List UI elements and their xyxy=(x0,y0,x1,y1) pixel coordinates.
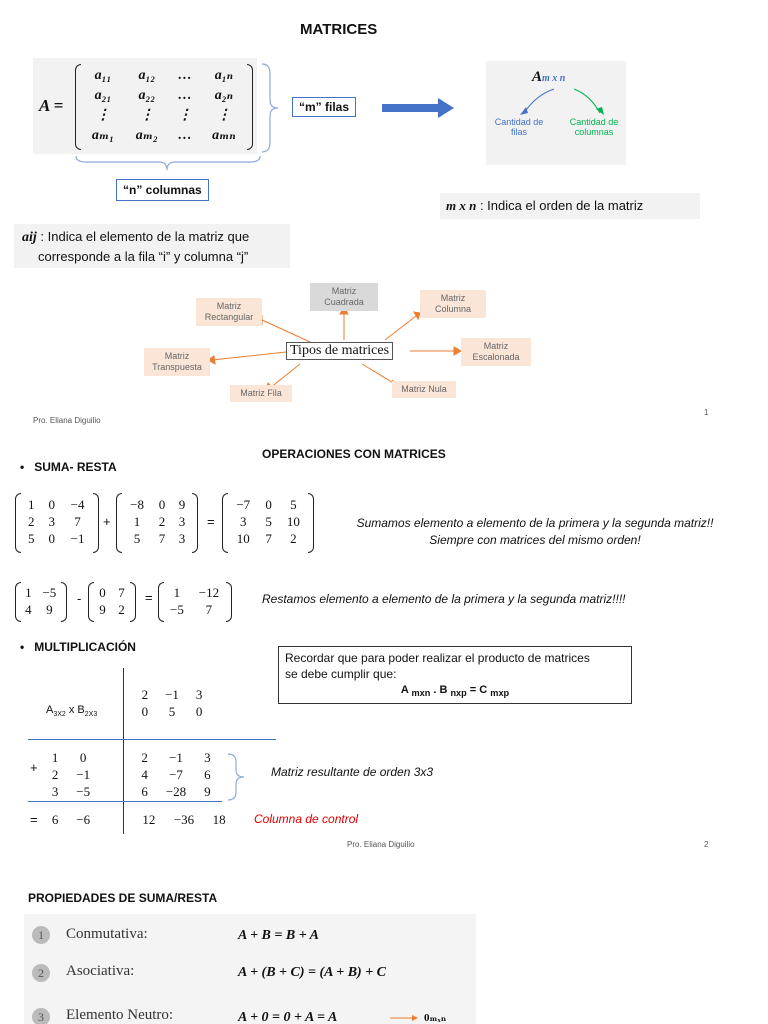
matrix-table xyxy=(81,66,247,146)
mult-a-cell: 2 xyxy=(51,767,59,782)
sum-b-cell: 3 xyxy=(178,514,186,529)
res-b-cell: 7 xyxy=(118,585,125,600)
sum-c-cell: 0 xyxy=(265,497,272,512)
equals-sign: = xyxy=(207,514,215,529)
sum-c-cell: 10 xyxy=(286,514,300,529)
type-fila: Matriz Fila xyxy=(230,385,292,402)
amxn-letter: A xyxy=(532,69,543,85)
sum-c-cell: 7 xyxy=(265,531,272,546)
sum-a-cell: 0 xyxy=(48,531,56,546)
res-b-cell: 0 xyxy=(99,585,106,600)
prop-number-3: 3 xyxy=(32,1008,50,1024)
res-b-row xyxy=(93,584,131,601)
res-matrix-a xyxy=(15,582,67,622)
prop-number-1: 1 xyxy=(32,926,50,944)
mult-matrix-a xyxy=(44,749,100,800)
prop-name-2: Asociativa: xyxy=(66,963,135,979)
sum-a-cell: −4 xyxy=(70,497,85,512)
res-c-cell: −12 xyxy=(198,585,220,600)
mult-c-cell: 9 xyxy=(204,784,211,799)
equals-sign-3: = xyxy=(30,812,38,827)
sum-a-row xyxy=(21,530,93,547)
res-a-cell: 1 xyxy=(25,585,32,600)
res-matrix-b xyxy=(88,582,136,622)
mult-a-row xyxy=(44,749,100,766)
def-matrix-row xyxy=(81,86,247,106)
def-matrix-cell: … xyxy=(177,88,192,103)
def-matrix-cell: aₘₙ xyxy=(212,128,236,143)
sum-c-cell: 10 xyxy=(236,531,250,546)
equals-sign-2: = xyxy=(145,590,153,605)
def-matrix-row xyxy=(81,106,247,126)
def-matrix-cell: aₘ₂ xyxy=(135,128,158,143)
mult-c-cell: 4 xyxy=(141,767,148,782)
result-brace xyxy=(226,752,248,802)
a-label: A xyxy=(46,704,54,716)
matrix-bracket-right xyxy=(247,64,253,150)
sum-b-cell: 7 xyxy=(158,531,166,546)
prop-formula-2: A + (B + C) = (A + B) + C xyxy=(238,965,387,980)
order-diagram xyxy=(486,61,626,165)
res-b-cell: 2 xyxy=(118,602,125,617)
mult-b-row xyxy=(134,686,210,703)
mult-matrix-c xyxy=(134,749,218,800)
def-matrix-cell: a₂₁ xyxy=(94,88,112,103)
sum-a-row xyxy=(21,513,93,530)
type-cuadrada: Matriz Cuadrada xyxy=(310,283,378,311)
sum-c-row xyxy=(228,496,308,513)
sum-a-cell: −1 xyxy=(70,531,85,546)
arrow-right-icon xyxy=(382,98,454,118)
mult-c-row xyxy=(134,766,218,783)
mult-b-cell: 2 xyxy=(141,687,149,702)
types-center-node: Tipos de matrices xyxy=(286,342,393,360)
mult-a-cell: 0 xyxy=(79,750,87,765)
minus-sign: - xyxy=(77,591,82,606)
control-left xyxy=(44,811,100,828)
sum-b-row xyxy=(122,530,192,547)
sum-a-cell: 3 xyxy=(48,514,56,529)
def-matrix-row xyxy=(81,126,247,146)
sum-b-row xyxy=(122,496,192,513)
mult-b-cell: 0 xyxy=(195,704,203,719)
mult-a-cell: 3 xyxy=(51,784,59,799)
def-matrix-cell: a₂₂ xyxy=(138,88,156,103)
res-c-row xyxy=(163,584,227,601)
sum-b-cell: 2 xyxy=(158,514,166,529)
type-columna: Matriz Columna xyxy=(420,290,486,318)
page-number-2: 2 xyxy=(704,840,709,849)
matrix-definition xyxy=(33,58,257,154)
aij-definition xyxy=(14,224,290,268)
amxn-label xyxy=(532,69,565,86)
recordar-formula: A $_{mxn}$ . B $_{nxp}$ = C $_{mxp}$ xyxy=(400,684,510,699)
sum-b-cell: 9 xyxy=(178,497,186,512)
res-c-cell: 7 xyxy=(205,602,213,617)
control-right-cell: 18 xyxy=(212,812,226,827)
aij-text-line2: corresponde a la fila “i” y columna “j” xyxy=(38,249,249,264)
sum-c-cell: 2 xyxy=(290,531,297,546)
sum-c-cell: 3 xyxy=(239,514,247,529)
arrow-right-icon-small xyxy=(390,1014,420,1022)
def-matrix-cell: a₁₁ xyxy=(94,68,112,83)
res-matrix-c xyxy=(158,582,232,622)
res-a-cell: 9 xyxy=(46,602,53,617)
columns-brace xyxy=(74,154,264,172)
def-matrix-cell: a₂ₙ xyxy=(214,88,234,103)
mult-b-cell: −1 xyxy=(165,687,179,702)
matrix-lhs: A = xyxy=(39,96,64,115)
x-b-label: x B xyxy=(65,704,85,716)
b-sub: 2X3 xyxy=(84,711,98,719)
m-filas-label: “m” filas xyxy=(292,97,356,117)
sum-matrix-c xyxy=(222,493,314,553)
res-b-cell: 9 xyxy=(99,602,106,617)
mult-heading: • MULTIPLICACIÓN xyxy=(20,640,136,654)
sum-b-cell: −8 xyxy=(130,497,144,512)
control-left-cell: −6 xyxy=(76,812,91,827)
sum-c-cell: 5 xyxy=(265,514,272,529)
footer-author: Pro. Eliana Diguilio xyxy=(33,416,101,425)
mult-horizontal-line-2 xyxy=(28,801,222,802)
prop-formula-3: A + 0 = 0 + A = A xyxy=(238,1010,338,1024)
mult-horizontal-line-1 xyxy=(28,739,276,740)
res-c-row xyxy=(163,601,227,618)
plus-sign-2: + xyxy=(30,760,38,775)
a-sub: 3X2 xyxy=(53,711,66,719)
sum-a-cell: 0 xyxy=(48,497,56,512)
order-symbol: m x n xyxy=(446,198,477,213)
aij-symbol: aij xyxy=(22,230,37,245)
sum-b-cell: 5 xyxy=(133,531,141,546)
recordar-box xyxy=(278,646,632,704)
mult-matrix-b xyxy=(134,686,210,720)
def-matrix-cell: … xyxy=(177,128,192,143)
control-right-row xyxy=(134,811,234,828)
type-escalonada: Matriz Escalonada xyxy=(461,338,531,366)
type-rectangular: Matriz Rectangular xyxy=(196,298,262,326)
sum-note xyxy=(330,515,740,549)
res-note: Restamos elemento a elemento de la primera y la segunda matriz!!!! xyxy=(262,592,626,606)
mult-a-cell: −5 xyxy=(76,784,91,799)
cantidad-columnas: Cantidad de columnas xyxy=(569,117,619,137)
sum-c-row xyxy=(228,513,308,530)
footer-author-2: Pro. Eliana Diguilio xyxy=(347,840,415,849)
control-right xyxy=(134,811,234,828)
suma-heading: • SUMA- RESTA xyxy=(20,460,117,474)
mult-c-cell: 3 xyxy=(204,750,211,765)
def-matrix-cell: ⋮ xyxy=(95,108,110,123)
sum-a-cell: 7 xyxy=(74,514,81,529)
sum-c-cell: 5 xyxy=(290,497,297,512)
mult-a-cell: −1 xyxy=(76,767,91,782)
properties-title: PROPIEDADES DE SUMA/RESTA xyxy=(28,891,218,905)
sum-b-cell: 1 xyxy=(133,514,141,529)
control-left-row xyxy=(44,811,100,828)
def-matrix-cell: ⋮ xyxy=(216,108,231,123)
mult-c-cell: −7 xyxy=(169,767,183,782)
plus-sign: + xyxy=(103,514,111,529)
section-title: OPERACIONES CON MATRICES xyxy=(262,447,446,461)
res-a-row xyxy=(20,601,62,618)
suma-heading-text: SUMA- RESTA xyxy=(34,460,117,474)
control-right-cell: −36 xyxy=(173,812,195,827)
sum-note-line1: Sumamos elemento a elemento de la primera y la segunda matriz!! xyxy=(356,516,714,530)
properties-panel xyxy=(24,914,476,1024)
resultante-note: Matriz resultante de orden 3x3 xyxy=(271,765,434,779)
sum-c-cell: −7 xyxy=(236,497,251,512)
mult-vertical-line xyxy=(123,668,124,834)
n-columnas-label: “n” columnas xyxy=(116,179,209,201)
mult-c-row xyxy=(134,783,218,800)
res-c-cell: 1 xyxy=(173,585,181,600)
sum-matrix-a xyxy=(15,493,99,553)
res-a-cell: 4 xyxy=(25,602,32,617)
sum-c-row xyxy=(228,530,308,547)
def-matrix-cell: ⋮ xyxy=(177,108,192,123)
sum-b-row xyxy=(122,513,192,530)
mult-dimensions-label xyxy=(46,704,97,718)
control-right-cell: 12 xyxy=(142,812,156,827)
mult-a-row xyxy=(44,783,100,800)
prop-name-3: Elemento Neutro: xyxy=(66,1007,174,1023)
order-text: : Indica el orden de la matriz xyxy=(476,198,644,213)
res-a-row xyxy=(20,584,62,601)
mult-b-row xyxy=(134,703,210,720)
sum-a-cell: 2 xyxy=(28,514,35,529)
sum-a-cell: 1 xyxy=(28,497,35,512)
mult-b-cell: 0 xyxy=(141,704,149,719)
def-matrix-cell: a₁₂ xyxy=(138,68,156,83)
matrix-body xyxy=(75,64,253,150)
mult-a-cell: 1 xyxy=(51,750,59,765)
page-title: MATRICES xyxy=(300,21,378,38)
mult-a-row xyxy=(44,766,100,783)
sum-a-row xyxy=(21,496,93,513)
mult-heading-text: MULTIPLICACIÓN xyxy=(34,640,136,654)
order-definition xyxy=(440,193,700,219)
rows-brace xyxy=(260,62,280,154)
mult-c-cell: −1 xyxy=(169,750,183,765)
sum-b-cell: 3 xyxy=(178,531,186,546)
prop-name-1: Conmutativa: xyxy=(66,926,148,942)
amxn-subscript: m x n xyxy=(542,73,566,84)
sum-note-line2: Siempre con matrices del mismo orden! xyxy=(429,533,641,547)
def-matrix-cell: … xyxy=(177,68,192,83)
prop-formula-1: A + B = B + A xyxy=(238,928,319,943)
prop-extra-3: 0ₘₓₙ xyxy=(424,1012,447,1024)
mult-c-cell: 2 xyxy=(141,750,148,765)
control-left-cell: 6 xyxy=(51,812,59,827)
mult-c-cell: 6 xyxy=(141,784,148,799)
def-matrix-cell: ⋮ xyxy=(139,108,154,123)
mult-c-cell: 6 xyxy=(204,767,211,782)
def-matrix-cell: aₘ₁ xyxy=(91,128,114,143)
recordar-line2: se debe cumplir que: xyxy=(285,667,397,681)
res-b-row xyxy=(93,601,131,618)
columna-control: Columna de control xyxy=(254,812,359,826)
mult-c-cell: −28 xyxy=(165,784,187,799)
mult-b-cell: 3 xyxy=(195,687,203,702)
prop-number-2: 2 xyxy=(32,964,50,982)
page-number: 1 xyxy=(704,408,709,417)
order-arrows xyxy=(506,87,616,117)
mult-c-row xyxy=(134,749,218,766)
res-c-cell: −5 xyxy=(170,602,184,617)
type-transpuesta: Matriz Transpuesta xyxy=(144,348,210,376)
res-a-cell: −5 xyxy=(42,585,57,600)
aij-text-line1: : Indica el elemento de la matriz que xyxy=(36,229,250,244)
def-matrix-row xyxy=(81,66,247,86)
sum-matrix-b xyxy=(116,493,198,553)
mult-b-cell: 5 xyxy=(168,704,176,719)
sum-a-cell: 5 xyxy=(28,531,35,546)
cantidad-filas: Cantidad de filas xyxy=(494,117,544,137)
sum-b-cell: 0 xyxy=(158,497,166,512)
recordar-line1: Recordar que para poder realizar el producto de matrices xyxy=(285,651,590,665)
def-matrix-cell: a₁ₙ xyxy=(214,68,234,83)
type-nula: Matriz Nula xyxy=(392,381,456,398)
